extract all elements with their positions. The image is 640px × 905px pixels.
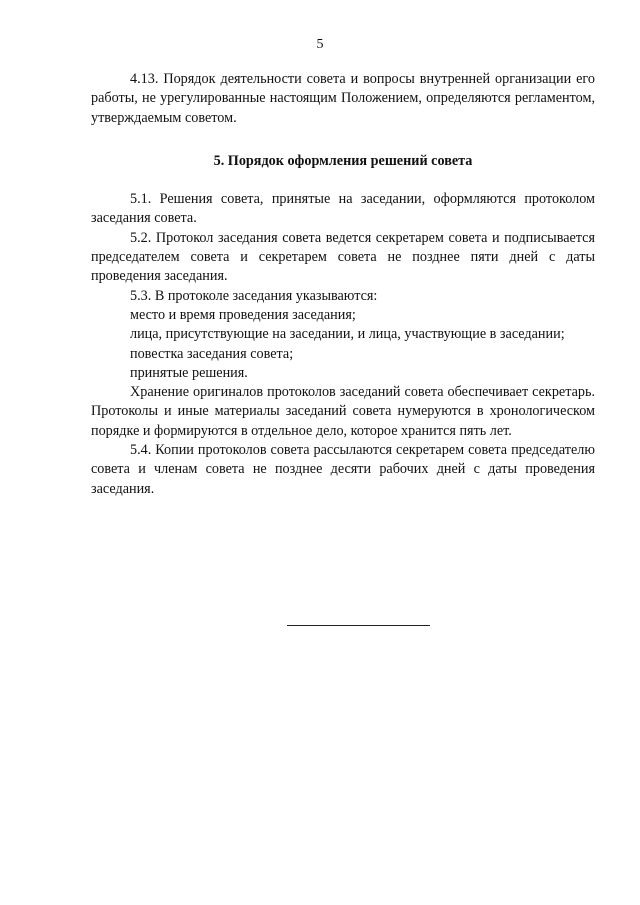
list-item: лица, присутствующие на заседании, и лица, участвующие в заседании;: [130, 326, 565, 343]
paragraph-5-2: 5.2. Протокол заседания совета ведется секретарем совета и подписывается председателем совета и секретарем совета не позднее пяти дней с даты проведения заседания.: [91, 229, 595, 285]
end-of-document-line: [287, 625, 430, 626]
list-item: повестка заседания совета;: [130, 345, 294, 362]
paragraph-5-3: 5.3. В протоколе заседания указываются:: [130, 287, 378, 304]
list-item: место и время проведения заседания;: [130, 306, 356, 323]
paragraph-5-1: 5.1. Решения совета, принятые на заседании, оформляются протоколом заседания совета.: [91, 191, 595, 227]
list-item: принятые решения.: [130, 364, 248, 381]
section-heading: 5. Порядок оформления решений совета: [213, 152, 473, 169]
page-number: 5: [316, 37, 324, 52]
document-body: [91, 70, 595, 499]
paragraph-5-4: 5.4. Копии протоколов совета рассылаются секретарем совета председателю совета и членам совета не позднее десяти рабочих дней с даты проведения заседания.: [91, 442, 595, 497]
paragraph-storage: Хранение оригиналов протоколов заседаний совета обеспечивает секретарь. Протоколы и иные материалы заседаний совета нумеруются в хронологическом порядке и формируются в отдельное дело, которое хранится пять лет.: [91, 384, 595, 439]
paragraph-4-13: 4.13. Порядок деятельности совета и вопросы внутренней организации его работы, не урегулированные настоящим Положением, определяются регламентом, утверждаемым советом.: [91, 71, 595, 126]
